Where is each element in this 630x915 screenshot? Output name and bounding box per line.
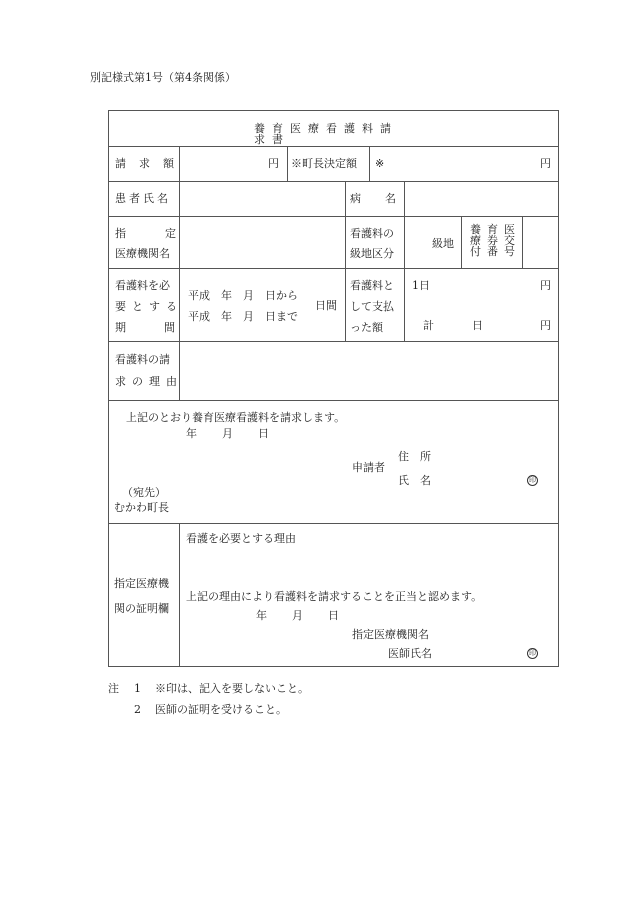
- certification-label-line2: 関の証明欄: [114, 602, 169, 615]
- reference-mark: ※: [375, 157, 385, 170]
- doctor-name-label: 医師氏名: [388, 647, 432, 660]
- institution-label-line1: 指定: [115, 227, 215, 240]
- seal-icon: 印: [529, 476, 536, 484]
- claim-amount-label: 請求額: [115, 157, 187, 170]
- reason-label-line1: 看護料の請: [115, 353, 170, 366]
- form-title: 養育医療看護料請求書: [254, 122, 398, 146]
- period-label-line2: 要とする: [115, 300, 183, 313]
- yen-unit: 円: [540, 319, 551, 332]
- period-label-line3: 期間: [115, 321, 213, 334]
- form-header: 別記様式第1号（第4条関係）: [90, 71, 236, 84]
- voucher-label-col3: 医交号: [504, 223, 515, 258]
- notes-prefix: 注: [108, 682, 119, 695]
- paid-label-line3: った額: [350, 321, 383, 334]
- note-number: 1: [134, 682, 141, 695]
- date-month: 月: [222, 427, 233, 440]
- date-day: 日: [328, 609, 339, 622]
- disease-name-label: 病名: [350, 192, 420, 205]
- institution-label-line2: 医療機関名: [115, 247, 170, 260]
- address-label: 住 所: [398, 450, 431, 463]
- period-days: 日間: [315, 299, 337, 312]
- addressee-label: （宛先）: [122, 486, 166, 499]
- applicant-label: 申請者: [352, 461, 385, 474]
- paid-label-line2: して支払: [350, 300, 394, 313]
- period-label-line1: 看護料を必: [115, 279, 170, 292]
- yen-unit: 円: [540, 279, 551, 292]
- note-number: 2: [134, 703, 141, 716]
- application-statement: 上記のとおり養育医療看護料を請求します。: [126, 411, 346, 424]
- voucher-label-col1: 養療付: [470, 223, 481, 258]
- town-decision-label: ※町長決定額: [291, 157, 357, 170]
- period-from: 平成 年 月 日から: [188, 289, 298, 302]
- note-text: ※印は、記入を要しないこと。: [155, 682, 309, 695]
- institution-name-label: 指定医療機関名: [352, 628, 429, 641]
- date-day: 日: [258, 427, 269, 440]
- date-month: 月: [292, 609, 303, 622]
- mayor-label: むかわ町長: [114, 501, 169, 514]
- total-label: 計: [423, 319, 434, 332]
- per-day-label: 1日: [412, 279, 430, 292]
- date-year: 年: [186, 427, 197, 440]
- yen-unit: 円: [268, 157, 279, 170]
- certification-label-line1: 指定医療機: [114, 577, 169, 590]
- voucher-label-col2: 育券番: [487, 223, 498, 258]
- seal-icon: 印: [529, 649, 536, 657]
- grade-label-line1: 看護料の: [350, 227, 394, 240]
- period-to: 平成 年 月 日まで: [188, 310, 298, 323]
- date-year: 年: [256, 609, 267, 622]
- note-text: 医師の証明を受けること。: [155, 703, 287, 716]
- yen-unit: 円: [540, 157, 551, 170]
- grade-label-line2: 級地区分: [350, 247, 394, 260]
- name-label: 氏 名: [398, 474, 431, 487]
- certification-statement: 上記の理由により看護料を請求することを正当と認めます。: [186, 590, 483, 603]
- nursing-reason-heading: 看護を必要とする理由: [186, 532, 296, 545]
- paid-label-line1: 看護料と: [350, 279, 394, 292]
- reason-label-line2: 求の理由: [115, 375, 183, 388]
- patient-name-label: 患者氏名: [115, 192, 171, 205]
- day-unit: 日: [472, 319, 483, 332]
- grade-value: 級地: [432, 237, 454, 250]
